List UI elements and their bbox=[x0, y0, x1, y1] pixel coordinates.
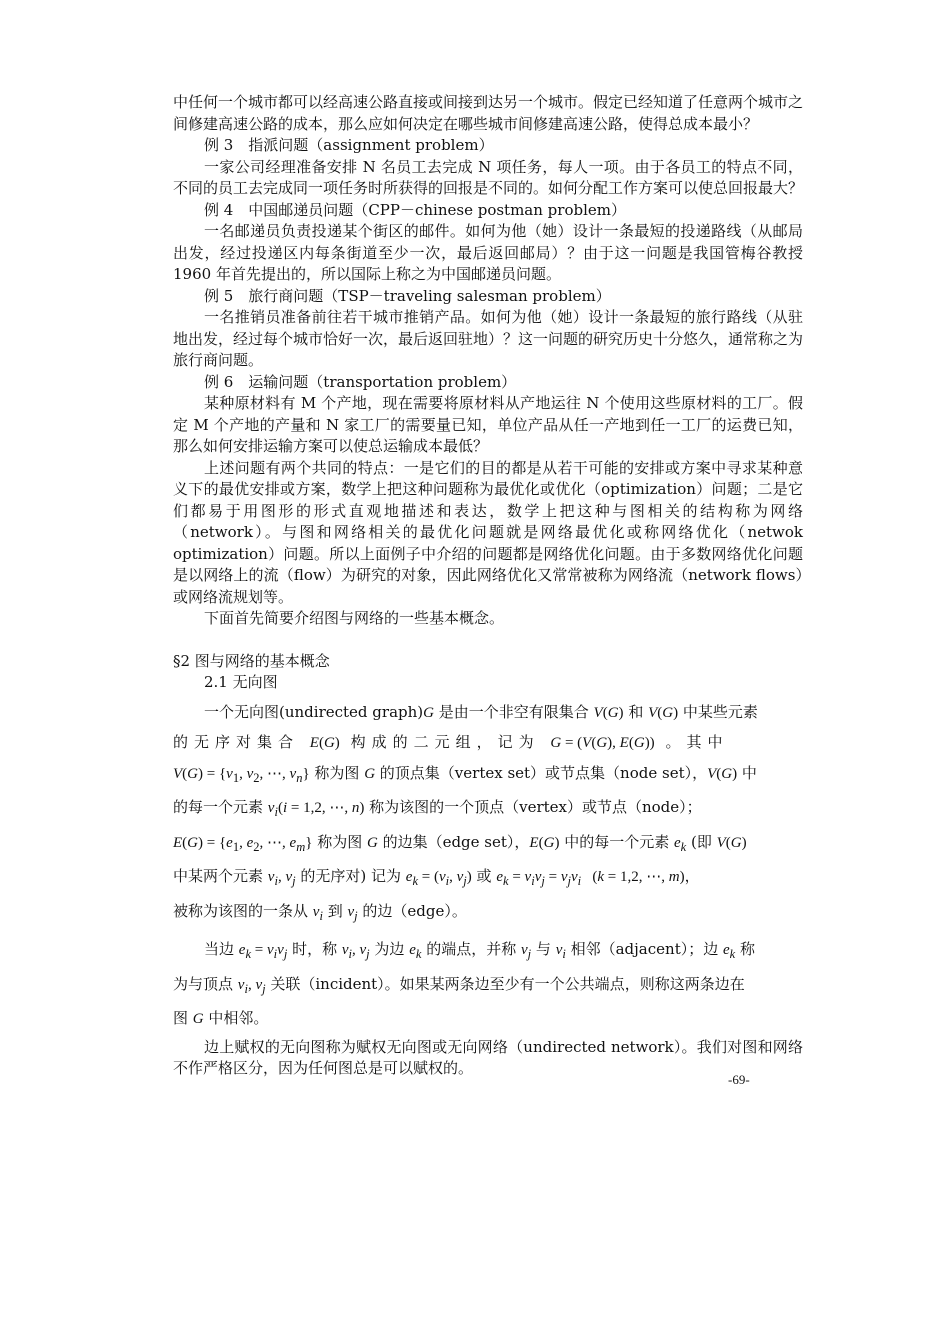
weighted-graph-paragraph: 边上赋权的无向图称为赋权无向图或无向网络（undirected network）。我们对图和网络不作严格区分，因为任何图总是可以赋权的。 bbox=[173, 1037, 803, 1077]
math-vertex-set: $V(G) = \{v_1$, $v_2$, ⋯, $v_n$} bbox=[173, 765, 310, 785]
example-5-body: 一名推销员准备前往若干城市推销产品。如何为他（她）设计一条最短的旅行路线（从驻地出发，经过每个城市恰好一次，最后返回驻地）？这一问题的研究历史十分悠久，通常称之为旅行商问题。 bbox=[173, 308, 804, 369]
math-EG: E(G) bbox=[309, 735, 340, 751]
example-4-heading: 例 4 中国邮递员问题（CPP－chinese postman problem） bbox=[204, 200, 626, 219]
math-G-def: G = (V(G), E(G)) bbox=[550, 735, 655, 751]
paragraph-continuation: 中任何一个城市都可以经高速公路直接或间接到达另一个城市。假定已经知道了任意两个城市之间修建高速公路的成本，那么应如何决定在哪些城市间修建高速公路，使得总成本最小？ bbox=[173, 93, 804, 133]
math-ek-pair: $e_k = (v_i$, $v_j$) bbox=[405, 869, 472, 888]
math-VG: V(G) bbox=[593, 704, 624, 721]
adjacency-definition: 当边 $e_k = v_iv_j$ 时，称 $v_i$, $v_j$ 为边 $e_k$ 的端点，并称 $v_j$ 与 $v_i$ 相邻（adjacent）；边 $e_k$ 称 为与顶点 $v_i$, $v_j$ 关联（incident）。如果某两条边至少有一个公共端点，则称这两条边在 图 G 中相邻。 bbox=[173, 940, 756, 1027]
math-vi: $v_i(i = 1,2$, ⋯, n) bbox=[267, 800, 365, 819]
example-3-body: 一家公司经理准备安排 N 名员工去完成 N 项任务，每人一项。由于各员工的特点不同，不同的员工去完成同一项任务时所获得的回报是不同的。如何分配工作方案可以使总回报最大？ bbox=[173, 157, 804, 197]
page-number: -69- bbox=[728, 1072, 750, 1087]
math-ek-product: $e_k = v_iv_j = v_jv_i$ (k = 1,2, ⋯, m) bbox=[496, 869, 685, 888]
example-6-heading: 例 6 运输问题（transportation problem） bbox=[204, 372, 517, 391]
example-3-heading: 例 3 指派问题（assignment problem） bbox=[204, 136, 494, 154]
undirected-graph-definition: 一个无向图(undirected graph)G 是由一个非空有限集合 V(G) 和 V(G) 中某些元素 的无序对集合 E(G) 构成的二元组，记为 G = (V(G), E(G)) 。其中 $V(G) = \{v_1$, $v_2$, ⋯, $v_n$} 称为图 G 的顶点集（vertex set）或节点集（node set），V(G) 中 的每一个元素 $v_i(i = 1,2$, ⋯, n) 称为该图的一个顶点（vertex）或节点（node）； $E(G) = \{e_1$, $e_2$, ⋯, $e_m$} 称为图 G 的边集（edge set），E(G) 中的每一个元素 $e_k$ (即 V(G) 中某两个元素 $v_i$, $v_j$ 的无序对) 记为 $e_k = (v_i$, $v_j$) 或 $e_k = v_iv_j = v_jv_i$ (k = 1,2, ⋯, m)， 被称为该图的一条从 $v_i$ 到 $v_j$ 的边（edge）。 bbox=[173, 702, 758, 923]
summary-paragraph: 上述问题有两个共同的特点：一是它们的目的都是从若干可能的安排或方案中寻求某种意义下的最优安排或方案，数学上把这种问题称为最优化或优化（optimization）问题；二是它们都易于用图形的形式直观地描述和表达，数学上把这种与图相关的结构称为网络（network）。与图和网络相关的最优化问题就是网络最优化或称网络优化（netwok optimization）问题。所以上面例子中介绍的问题都是网络优化问题。由于多数网络优化问题是以网络上的流（flow）为研究的对象，因此网络优化又常常被称为网络流（network flows）或网络流规划等。 bbox=[173, 458, 803, 606]
page-body bbox=[173, 92, 803, 1080]
example-4-body: 一名邮递员负责投递某个街区的邮件。如何为他（她）设计一条最短的投递路线（从邮局出发，经过投递区内每条街道至少一次，最后返回邮局）？由于这一问题是我国管梅谷教授 1960 年首先提出的，所以国际上称之为中国邮递员问题。 bbox=[173, 222, 803, 283]
subsection-heading: 2.1 无向图 bbox=[204, 673, 278, 691]
section-heading: §2 图与网络的基本概念 bbox=[173, 651, 330, 670]
math-edge-set: $E(G) = \{e_1$, $e_2$, ⋯, $e_m$} bbox=[173, 834, 313, 854]
example-5-heading: 例 5 旅行商问题（TSP－traveling salesman problem） bbox=[204, 286, 611, 305]
example-6-body: 某种原材料有 M 个产地，现在需要将原材料从产地运往 N 个使用这些原材料的工厂。假定 M 个产地的产量和 N 家工厂的需要量已知，单位产品从任一产地到任一工厂的运费已知，那么如何安排运输方案可以使总运输成本最低？ bbox=[173, 394, 803, 455]
intro-paragraph: 下面首先简要介绍图与网络的一些基本概念。 bbox=[204, 609, 505, 627]
math-G: G bbox=[423, 704, 434, 721]
math-VG: V(G) bbox=[648, 704, 679, 721]
